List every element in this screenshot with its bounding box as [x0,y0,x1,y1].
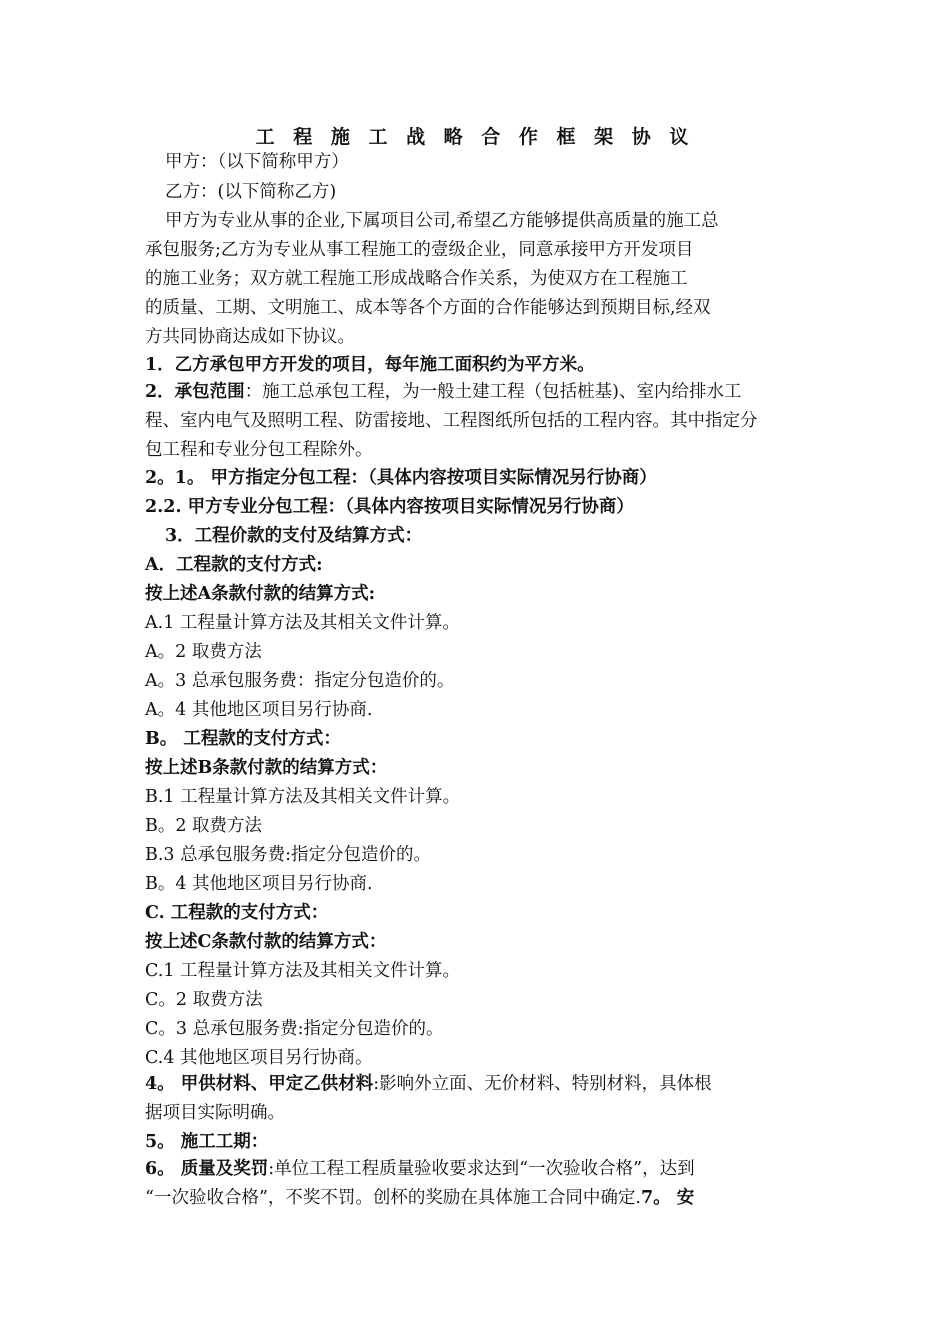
section-6-text: “一次验收合格”，不奖不罚。创杯的奖励在具体施工合同中确定. [145,1188,641,1208]
section-a-item: A。2 取费方法 [145,642,262,662]
intro-line: 的质量、工期、文明施工、成本等各个方面的合作能够达到预期目标,经双 [145,298,711,318]
section-b-item: B。4 其他地区项目另行协商. [145,874,373,894]
section-4 [145,1070,810,1128]
intro-line: 的施工业务；双方就工程施工形成战略合作关系，为使双方在工程施工 [145,269,688,289]
section-6-text: :单位工程工程质量验收要求达到“一次验收合格”，达到 [268,1159,695,1179]
section-a-heading: A．工程款的支付方式: [145,555,323,575]
section-c-item: C。3 总承包服务费:指定分包造价的。 [145,1019,444,1039]
section-2-1: 2。1。 甲方指定分包工程：（具体内容按项目实际情况另行协商） [145,468,657,488]
section-2-heading: 2．承包范围 [145,382,245,402]
section-c-item: C.1 工程量计算方法及其相关文件计算。 [145,961,461,981]
party-a-line: 甲方：（以下简称甲方） [165,152,349,172]
section-2-text: 程、室内电气及照明工程、防雷接地、工程图纸所包括的工程内容。其中指定分 [145,411,758,431]
section-c-item: C。2 取费方法 [145,990,263,1010]
section-6-heading: 6。 质量及奖罚 [145,1159,269,1179]
section-b-heading: B。 工程款的支付方式： [145,729,341,749]
intro-line: 承包服务;乙方为专业从事工程施工的壹级企业，同意承接甲方开发项目 [145,240,694,260]
section-b-item: B.3 总承包服务费:指定分包造价的。 [145,845,432,865]
party-b-line: 乙方：(以下简称乙方) [165,182,337,202]
intro-line: 甲方为专业从事的企业,下属项目公司,希望乙方能够提供高质量的施工总 [165,211,719,231]
section-2-text: 包工程和专业分包工程除外。 [145,440,373,460]
section-6 [145,1155,810,1213]
intro-line: 方共同协商达成如下协议。 [145,327,355,347]
section-b-sub: 按上述B条款付款的结算方式： [145,758,388,778]
section-2 [145,378,810,465]
section-1: 1．乙方承包甲方开发的项目，每年施工面积约为平方米。 [145,355,595,375]
section-2-2: 2.2. 甲方专业分包工程：（具体内容按项目实际情况另行协商） [145,497,634,517]
section-b-item: B。2 取费方法 [145,816,263,836]
section-c-sub: 按上述C条款付款的结算方式： [145,932,387,952]
section-3: 3．工程价款的支付及结算方式： [165,526,423,546]
section-4-text: 据项目实际明确。 [145,1103,285,1123]
section-c-heading: C. 工程款的支付方式： [145,903,329,923]
section-4-text: :影响外立面、无价材料、特别材料，具体根 [373,1074,712,1094]
section-4-heading: 4。 甲供材料、甲定乙供材料 [145,1074,374,1094]
section-5: 5。 施工工期： [145,1132,269,1152]
section-b-item: B.1 工程量计算方法及其相关文件计算。 [145,787,461,807]
section-2-text: ：施工总承包工程，为一般土建工程（包括桩基)、室内给排水工 [244,382,742,402]
section-7-heading: 7。 安 [640,1188,695,1208]
section-a-item: A。3 总承包服务费：指定分包造价的。 [145,671,455,691]
section-a-item: A.1 工程量计算方法及其相关文件计算。 [145,613,460,633]
section-a-item: A。4 其他地区项目另行协商. [145,700,373,720]
section-c-item: C.4 其他地区项目另行协商。 [145,1048,373,1068]
intro-paragraph [145,207,810,352]
document-title: 工 程 施 工 战 略 合 作 框 架 协 议 [255,126,695,148]
section-a-sub: 按上述A条款付款的结算方式: [145,584,376,604]
